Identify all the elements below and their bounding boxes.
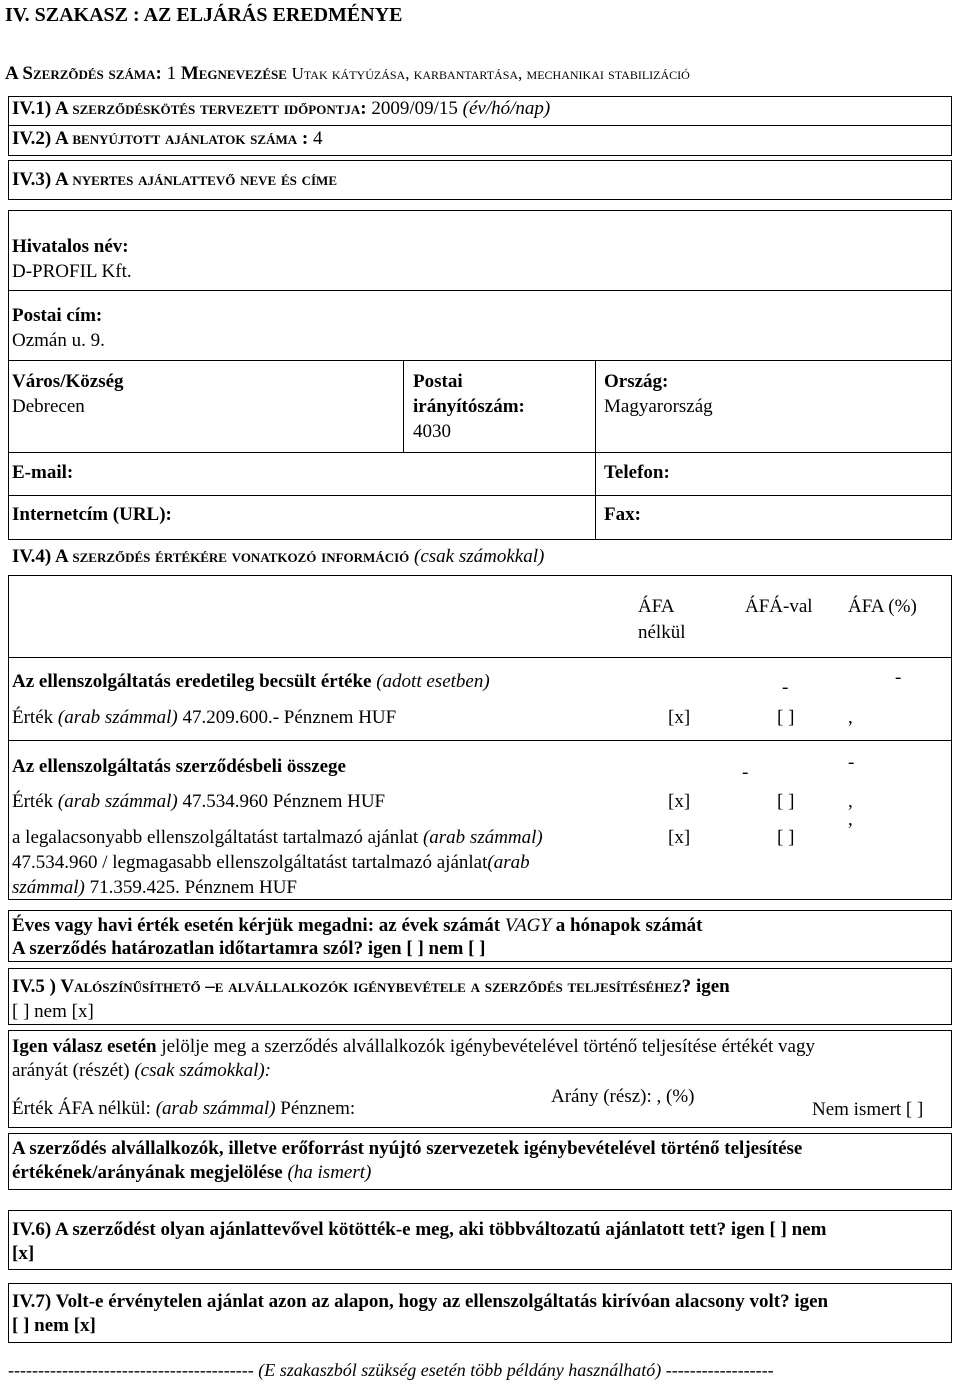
indication-line-1: A szerződés alvállalkozók, illetve erőforrást nyújtó szervezetek igénybevételével történő teljesítése: [12, 1138, 803, 1159]
estimated-value-hint: (arab számmal): [57, 707, 178, 728]
iv3-label: IV.3) A nyertes ajánlattevő neve és címe: [12, 169, 337, 190]
iv5-label: IV.5 ) Valószínűsíthető –e alvállalkozók igénybevétele a szerződés teljesítéséhez?: [12, 976, 692, 997]
estimated-hint: (adott esetben): [376, 671, 490, 692]
divider: [8, 452, 952, 453]
iv5-ratio-label: Arány (rész): , (%): [551, 1086, 695, 1107]
iv5-yes-line-2: [12, 1060, 271, 1082]
col-no-vat-2: nélkül: [638, 622, 686, 643]
contract-name-value: Utak kátyúzása, karbantartása, mechanikai stabilizáció: [291, 64, 690, 83]
zip-label-1: Postai: [413, 371, 463, 392]
iv5-yes-text-1: jelölje meg a szerződés alvállalkozók igénybevételével történő teljesítése értékét vagy: [161, 1036, 815, 1057]
divider: [8, 657, 952, 658]
country-label: Ország:: [604, 371, 669, 392]
iv5-yes-bold: Igen válasz esetén: [12, 1036, 157, 1057]
lowest-no-vat-checkbox[interactable]: [x]: [668, 827, 691, 848]
section-title: IV. SZAKASZ : AZ ELJÁRÁS EREDMÉNYE: [5, 4, 403, 26]
iv5-unknown-checkbox[interactable]: Nem ismert [ ]: [812, 1099, 924, 1120]
iv2-label: IV.2) A benyújtott ajánlatok száma :: [12, 128, 309, 149]
iv5-yes-text-2: arányát (részét): [12, 1060, 130, 1081]
lowest-line2-hint: (arab: [487, 852, 530, 873]
divider: [8, 360, 952, 361]
lowest-vat-comma: ,: [848, 809, 853, 830]
iv5-line-1: [12, 976, 730, 998]
col-vat-pct: ÁFA (%): [848, 596, 917, 617]
contract-line: [5, 63, 690, 85]
postal-address-label: Postai cím:: [12, 305, 103, 326]
divider: [8, 740, 952, 741]
contract-vat-comma: ,: [848, 791, 853, 812]
iv1-row: [12, 98, 550, 120]
iv2-value: 4: [312, 128, 323, 149]
iv4-label: IV.4) A szerződés értékére vonatkozó információ: [12, 546, 410, 567]
annual-text-b: a hónapok számát: [555, 915, 703, 936]
iv5-yes-line-1: [12, 1036, 815, 1058]
contract-name-label: Megnevezése: [180, 63, 287, 84]
estimated-value-prefix: Érték: [12, 707, 54, 728]
footer-dashes-left: -----------------------------------------: [8, 1360, 254, 1380]
iv7-line-1: IV.7) Volt-e érvénytelen ajánlat azon az alapon, hogy az ellenszolgáltatás kirívóan alacsony volt? igen: [12, 1291, 829, 1312]
col-no-vat-1: ÁFA: [638, 596, 675, 617]
lowest-row-3: [12, 877, 297, 899]
iv6-line-1: IV.6) A szerződést olyan ajánlattevővel kötötték-e meg, aki többváltozatú ajánlatott tett? igen [ ] nem: [12, 1219, 827, 1240]
footer-dashes-right: ------------------: [665, 1360, 774, 1380]
contract-prefix: A Szerzõdés száma:: [5, 63, 162, 84]
official-name-value: D-PROFIL Kft.: [12, 261, 132, 282]
city-label: Város/Község: [12, 371, 124, 392]
indication-hint: (ha ismert): [287, 1162, 372, 1183]
contract-no-vat-checkbox[interactable]: [x]: [668, 791, 691, 812]
iv1-hint: (év/hó/nap): [462, 98, 551, 119]
country-value: Magyarország: [604, 396, 713, 417]
estimated-row-label: [12, 671, 490, 693]
lowest-line3-value: 71.359.425. Pénznem HUF: [89, 877, 297, 898]
contract-value: 47.534.960 Pénznem HUF: [182, 791, 386, 812]
contract-number: 1: [166, 63, 177, 84]
iv5-yes-hint: (csak számokkal):: [134, 1060, 272, 1081]
dash-with-vat: -: [782, 677, 789, 698]
contract-value-row: [12, 791, 385, 813]
estimated-with-vat-checkbox[interactable]: [ ]: [777, 707, 795, 728]
lowest-line3-hint: számmal): [12, 877, 85, 898]
iv5-answer-2: [ ] nem [x]: [12, 1001, 94, 1022]
indication-line-2: [12, 1162, 371, 1184]
estimated-no-vat-checkbox[interactable]: [x]: [668, 707, 691, 728]
divider: [8, 495, 952, 496]
divider: [8, 125, 952, 126]
contract-with-vat-checkbox[interactable]: [ ]: [777, 791, 795, 812]
dash-with-vat: -: [742, 762, 749, 783]
iv5-currency-label: Pénznem:: [280, 1098, 356, 1119]
contract-value-label: Az ellenszolgáltatás szerződésbeli összege: [12, 756, 346, 777]
iv2-row: [12, 128, 322, 150]
iv4-hint: (csak számokkal): [414, 546, 545, 567]
dash-vat-pct: -: [895, 667, 902, 688]
dash-vat-pct: -: [848, 752, 855, 773]
phone-label: Telefon:: [604, 462, 670, 483]
lowest-hint: (arab számmal): [422, 827, 543, 848]
divider: [403, 360, 404, 452]
url-label: Internetcím (URL):: [12, 504, 172, 525]
divider: [8, 290, 952, 291]
zip-label-2: irányítószám:: [413, 396, 525, 417]
official-name-label: Hivatalos név:: [12, 236, 129, 257]
city-value: Debrecen: [12, 396, 85, 417]
footer-text: (E szakaszból szükség esetén több példány használható): [258, 1360, 662, 1380]
iv5-value-label: Érték ÁFA nélkül:: [12, 1098, 151, 1119]
lowest-row-1: [12, 827, 543, 849]
iv5-answer: igen: [695, 976, 730, 997]
iv7-line-2: [ ] nem [x]: [12, 1315, 96, 1336]
lowest-row-2: [12, 852, 530, 874]
estimated-value: 47.209.600.- Pénznem HUF: [182, 707, 397, 728]
iv5-value-row: [12, 1098, 355, 1120]
contract-value-prefix: Érték: [12, 791, 54, 812]
col-with-vat: ÁFÁ-val: [745, 596, 813, 617]
annual-text-a: Éves vagy havi érték esetén kérjük megadni: az évek számát: [12, 915, 501, 936]
lowest-with-vat-checkbox[interactable]: [ ]: [777, 827, 795, 848]
annual-line-2: A szerződés határozatlan időtartamra szól? igen [ ] nem [ ]: [12, 938, 486, 959]
estimated-value-row: [12, 707, 396, 729]
indication-label: értékének/arányának megjelölése: [12, 1162, 283, 1183]
divider: [595, 360, 596, 540]
contract-value-hint: (arab számmal): [57, 791, 178, 812]
iv4-heading: [12, 546, 544, 568]
winner-box: [8, 210, 952, 540]
annual-line-1: [12, 915, 702, 937]
footer: [8, 1360, 774, 1381]
postal-address-value: Ozmán u. 9.: [12, 330, 105, 351]
annual-vagy: VAGY: [504, 915, 551, 936]
iv1-label: IV.1) A szerződéskötés tervezett időpontja:: [12, 98, 367, 119]
iv5-value-hint: (arab számmal): [155, 1098, 276, 1119]
iv1-value: 2009/09/15: [371, 98, 458, 119]
iv6-line-2: [x]: [12, 1243, 35, 1264]
estimated-vat-comma: ,: [848, 707, 853, 728]
lowest-label: a legalacsonyabb ellenszolgáltatást tartalmazó ajánlat: [12, 827, 419, 848]
zip-value: 4030: [413, 421, 451, 442]
fax-label: Fax:: [604, 504, 641, 525]
lowest-line2-value: 47.534.960 / legmagasabb ellenszolgáltatást tartalmazó ajánlat: [12, 852, 488, 873]
estimated-label: Az ellenszolgáltatás eredetileg becsült értéke: [12, 671, 372, 692]
email-label: E-mail:: [12, 462, 74, 483]
